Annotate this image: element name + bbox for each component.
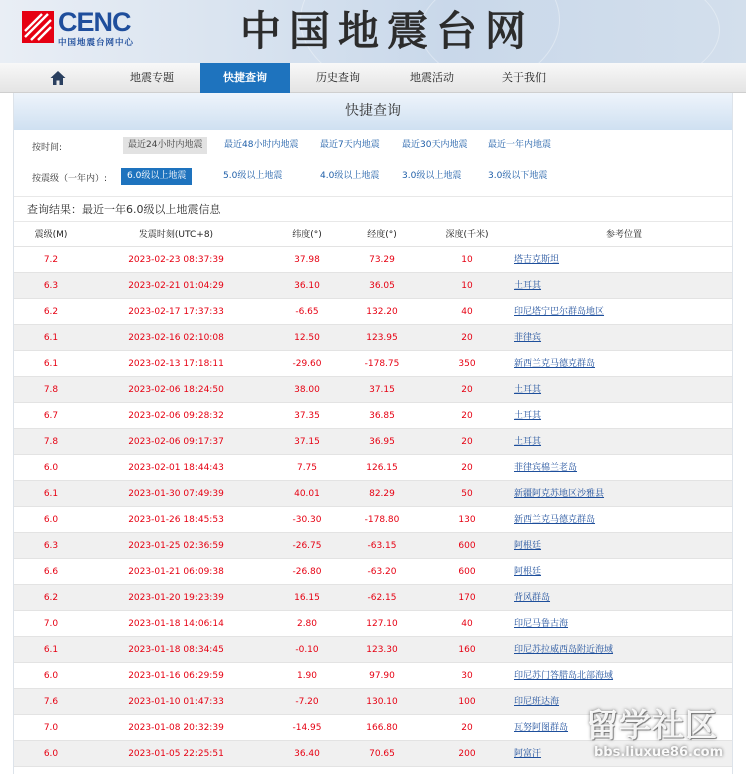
cell-longitude: -63.20: [367, 567, 397, 577]
cell-latitude: 37.35: [294, 411, 320, 421]
cell-location[interactable]: 印尼苏拉威西岛附近海域: [514, 645, 614, 655]
cell-magnitude: 6.3: [43, 541, 59, 551]
table-row: [14, 533, 732, 559]
header-depth: 深度(千米): [445, 230, 489, 240]
cell-magnitude: 6.0: [43, 463, 59, 473]
cell-longitude: -63.15: [367, 541, 397, 551]
cell-depth: 30: [461, 671, 473, 681]
cell-time: 2023-02-13 17:18:11: [128, 359, 224, 369]
cell-time: 2023-01-21 06:09:38: [128, 567, 224, 577]
magnitude-filter-label: 按震级（一年内）:: [32, 174, 108, 184]
cell-latitude: -30.30: [292, 515, 322, 525]
cell-location[interactable]: 背风群岛: [514, 593, 551, 603]
cell-magnitude: 6.0: [43, 515, 59, 525]
cell-longitude: 126.15: [366, 463, 398, 473]
cell-longitude: 123.95: [366, 333, 398, 343]
site-title: 中国地震台网: [240, 7, 534, 55]
table-row: [14, 351, 732, 377]
home-icon[interactable]: [49, 69, 67, 87]
cell-latitude: 16.15: [294, 593, 320, 603]
cell-location[interactable]: 土耳其: [514, 411, 542, 421]
cell-depth: 40: [461, 307, 473, 317]
time-option-7d[interactable]: 最近7天内地震: [320, 140, 380, 150]
cell-location[interactable]: 新西兰克马德克群岛: [514, 359, 596, 369]
time-option-30d[interactable]: 最近30天内地震: [402, 140, 468, 150]
cell-depth: 10: [461, 255, 473, 265]
cell-latitude: 37.15: [294, 437, 320, 447]
cell-latitude: -26.80: [292, 567, 322, 577]
cell-time: 2023-02-06 09:17:37: [128, 437, 224, 447]
earthquake-table: [14, 223, 732, 767]
table-row: [14, 325, 732, 351]
cell-longitude: 130.10: [366, 697, 398, 707]
cell-location[interactable]: 土耳其: [514, 281, 542, 291]
cell-time: 2023-01-30 07:49:39: [128, 489, 224, 499]
header-magnitude: 震级(M): [34, 230, 68, 240]
cell-time: 2023-02-06 18:24:50: [128, 385, 224, 395]
mag-option-3-below[interactable]: 3.0级以下地震: [488, 171, 548, 181]
cell-magnitude: 6.1: [43, 359, 59, 369]
cell-depth: 350: [458, 359, 476, 369]
cell-magnitude: 6.1: [43, 333, 59, 343]
cell-latitude: -0.10: [295, 645, 319, 655]
cell-location[interactable]: 阿富汗: [514, 749, 542, 759]
cell-location[interactable]: 菲律宾棉兰老岛: [514, 463, 578, 473]
cell-time: 2023-02-16 02:10:08: [128, 333, 224, 343]
cell-depth: 40: [461, 619, 473, 629]
cell-location[interactable]: 新西兰克马德克群岛: [514, 515, 596, 525]
table-row: [14, 247, 732, 273]
filter-area: [14, 130, 732, 190]
cell-longitude: 36.05: [369, 281, 395, 291]
cell-magnitude: 7.8: [43, 437, 59, 447]
watermark: [578, 700, 746, 774]
cell-magnitude: 6.3: [43, 281, 59, 291]
cell-location[interactable]: 阿根廷: [514, 541, 542, 551]
main-nav: [0, 63, 746, 93]
cell-depth: 20: [461, 463, 473, 473]
nav-item-topics[interactable]: 地震专题: [130, 71, 174, 84]
table-row: [14, 273, 732, 299]
cell-latitude: -29.60: [292, 359, 322, 369]
site-header: [0, 0, 746, 63]
cell-longitude: 166.80: [366, 723, 398, 733]
cell-latitude: -7.20: [295, 697, 319, 707]
cell-magnitude: 7.0: [43, 619, 59, 629]
table-row: [14, 455, 732, 481]
cell-magnitude: 6.0: [43, 671, 59, 681]
result-summary: 查询结果：最近一年6.0级以上地震信息: [14, 196, 732, 222]
cell-magnitude: 6.1: [43, 645, 59, 655]
table-row: [14, 559, 732, 585]
cell-latitude: -26.75: [292, 541, 322, 551]
mag-option-3-above[interactable]: 3.0级以上地震: [402, 171, 462, 181]
nav-item-about[interactable]: 关于我们: [502, 71, 546, 84]
cell-longitude: 123.30: [366, 645, 398, 655]
cell-depth: 20: [461, 723, 473, 733]
cell-location[interactable]: 菲律宾: [514, 333, 542, 343]
cell-time: 2023-01-08 20:32:39: [128, 723, 224, 733]
watermark-text: 留学社区: [586, 706, 719, 744]
cell-depth: 160: [458, 645, 476, 655]
cell-depth: 20: [461, 437, 473, 447]
cell-latitude: -14.95: [292, 723, 322, 733]
table-row: [14, 663, 732, 689]
cell-depth: 600: [458, 541, 476, 551]
cell-latitude: 7.75: [296, 463, 318, 473]
header-location: 参考位置: [605, 230, 642, 240]
cell-longitude: 70.65: [369, 749, 395, 759]
cell-magnitude: 7.6: [43, 697, 59, 707]
cell-magnitude: 6.2: [43, 307, 59, 317]
cell-magnitude: 7.8: [43, 385, 59, 395]
cell-location[interactable]: 阿根廷: [514, 567, 542, 577]
table-row: [14, 637, 732, 663]
cell-depth: 20: [461, 333, 473, 343]
cell-depth: 10: [461, 281, 473, 291]
table-row: [14, 507, 732, 533]
mag-option-4[interactable]: 4.0级以上地震: [320, 171, 380, 181]
cell-latitude: 12.50: [294, 333, 320, 343]
cell-latitude: 2.80: [296, 619, 318, 629]
cell-time: 2023-01-10 01:47:33: [128, 697, 224, 707]
table-row: [14, 299, 732, 325]
cell-location[interactable]: 塔吉克斯坦: [514, 255, 560, 265]
cell-latitude: 36.10: [294, 281, 320, 291]
cell-time: 2023-01-20 19:23:39: [128, 593, 224, 603]
time-option-24h[interactable]: 最近24小时内地震: [123, 137, 207, 154]
cell-magnitude: 7.2: [43, 255, 59, 265]
cell-depth: 50: [461, 489, 473, 499]
cell-latitude: 36.40: [294, 749, 320, 759]
table-row: [14, 403, 732, 429]
time-option-48h[interactable]: 最近48小时内地震: [224, 140, 299, 150]
cell-magnitude: 6.1: [43, 489, 59, 499]
cell-location[interactable]: 印尼班达海: [514, 697, 560, 707]
cell-depth: 130: [458, 515, 476, 525]
cell-time: 2023-02-23 08:37:39: [128, 255, 224, 265]
cell-longitude: -178.75: [364, 359, 400, 369]
cell-location[interactable]: 印尼马鲁古海: [514, 619, 569, 629]
cell-longitude: 82.29: [369, 489, 395, 499]
cell-time: 2023-02-01 18:44:43: [128, 463, 224, 473]
panel-title: 快捷查询: [14, 93, 732, 130]
cell-time: 2023-01-25 02:36:59: [128, 541, 224, 551]
table-row: [14, 585, 732, 611]
cell-magnitude: 6.0: [43, 749, 59, 759]
time-filter-label: 按时间:: [32, 143, 63, 153]
cell-longitude: 36.85: [369, 411, 395, 421]
table-row: [14, 429, 732, 455]
time-option-1y[interactable]: 最近一年内地震: [488, 140, 552, 150]
table-header-row: [14, 223, 732, 247]
cell-longitude: 37.15: [369, 385, 395, 395]
cell-time: 2023-02-06 09:28:32: [128, 411, 224, 421]
cell-location[interactable]: 印尼苏门答腊岛北部海域: [514, 671, 614, 681]
cell-location[interactable]: 土耳其: [514, 437, 542, 447]
header-time: 发震时刻(UTC+8): [138, 230, 214, 240]
logo-subtitle: 中国地震台网中心: [58, 38, 135, 48]
cell-longitude: 73.29: [369, 255, 395, 265]
cell-latitude: 40.01: [294, 489, 320, 499]
cell-location[interactable]: 印尼塔宁巴尔群岛地区: [514, 307, 605, 317]
quick-query-panel: [13, 93, 733, 774]
cell-time: 2023-02-17 17:37:33: [128, 307, 224, 317]
logo-text[interactable]: CENC: [58, 7, 131, 37]
header-latitude: 纬度(°): [292, 230, 322, 240]
table-row: [14, 377, 732, 403]
cell-longitude: 97.90: [369, 671, 395, 681]
mag-option-5[interactable]: 5.0级以上地震: [223, 171, 283, 181]
header-longitude: 经度(°): [367, 230, 397, 240]
cell-time: 2023-02-21 01:04:29: [128, 281, 224, 291]
nav-item-quick-query[interactable]: 快捷查询: [200, 63, 290, 93]
cell-time: 2023-01-18 14:06:14: [128, 619, 224, 629]
cell-latitude: 1.90: [296, 671, 318, 681]
cell-longitude: -178.80: [364, 515, 400, 525]
cell-latitude: 38.00: [294, 385, 320, 395]
cell-time: 2023-01-18 08:34:45: [128, 645, 224, 655]
cell-depth: 100: [458, 697, 476, 707]
cell-latitude: 37.98: [294, 255, 320, 265]
cell-location[interactable]: 新疆阿克苏地区沙雅县: [514, 489, 605, 499]
cell-magnitude: 6.6: [43, 567, 59, 577]
cell-longitude: 127.10: [366, 619, 398, 629]
cell-location[interactable]: 瓦努阿图群岛: [514, 723, 569, 733]
nav-item-history-query[interactable]: 历史查询: [316, 71, 360, 84]
cell-longitude: 36.95: [369, 437, 395, 447]
mag-option-6[interactable]: 6.0级以上地震: [121, 168, 192, 185]
cell-magnitude: 7.0: [43, 723, 59, 733]
cell-depth: 200: [458, 749, 476, 759]
nav-item-activity[interactable]: 地震活动: [410, 71, 454, 84]
cell-depth: 170: [458, 593, 476, 603]
cell-depth: 20: [461, 385, 473, 395]
cell-time: 2023-01-05 22:25:51: [128, 749, 224, 759]
table-row: [14, 481, 732, 507]
cell-location[interactable]: 土耳其: [514, 385, 542, 395]
cell-longitude: 132.20: [366, 307, 398, 317]
cell-time: 2023-01-16 06:29:59: [128, 671, 224, 681]
cenc-logo-icon[interactable]: [22, 11, 54, 43]
watermark-url: bbs.liuxue86.com: [594, 745, 724, 760]
cell-longitude: -62.15: [367, 593, 397, 603]
cell-latitude: -6.65: [295, 307, 319, 317]
cell-depth: 600: [458, 567, 476, 577]
cell-depth: 20: [461, 411, 473, 421]
table-row: [14, 611, 732, 637]
cell-time: 2023-01-26 18:45:53: [128, 515, 224, 525]
cell-magnitude: 6.7: [43, 411, 59, 421]
cell-magnitude: 6.2: [43, 593, 59, 603]
